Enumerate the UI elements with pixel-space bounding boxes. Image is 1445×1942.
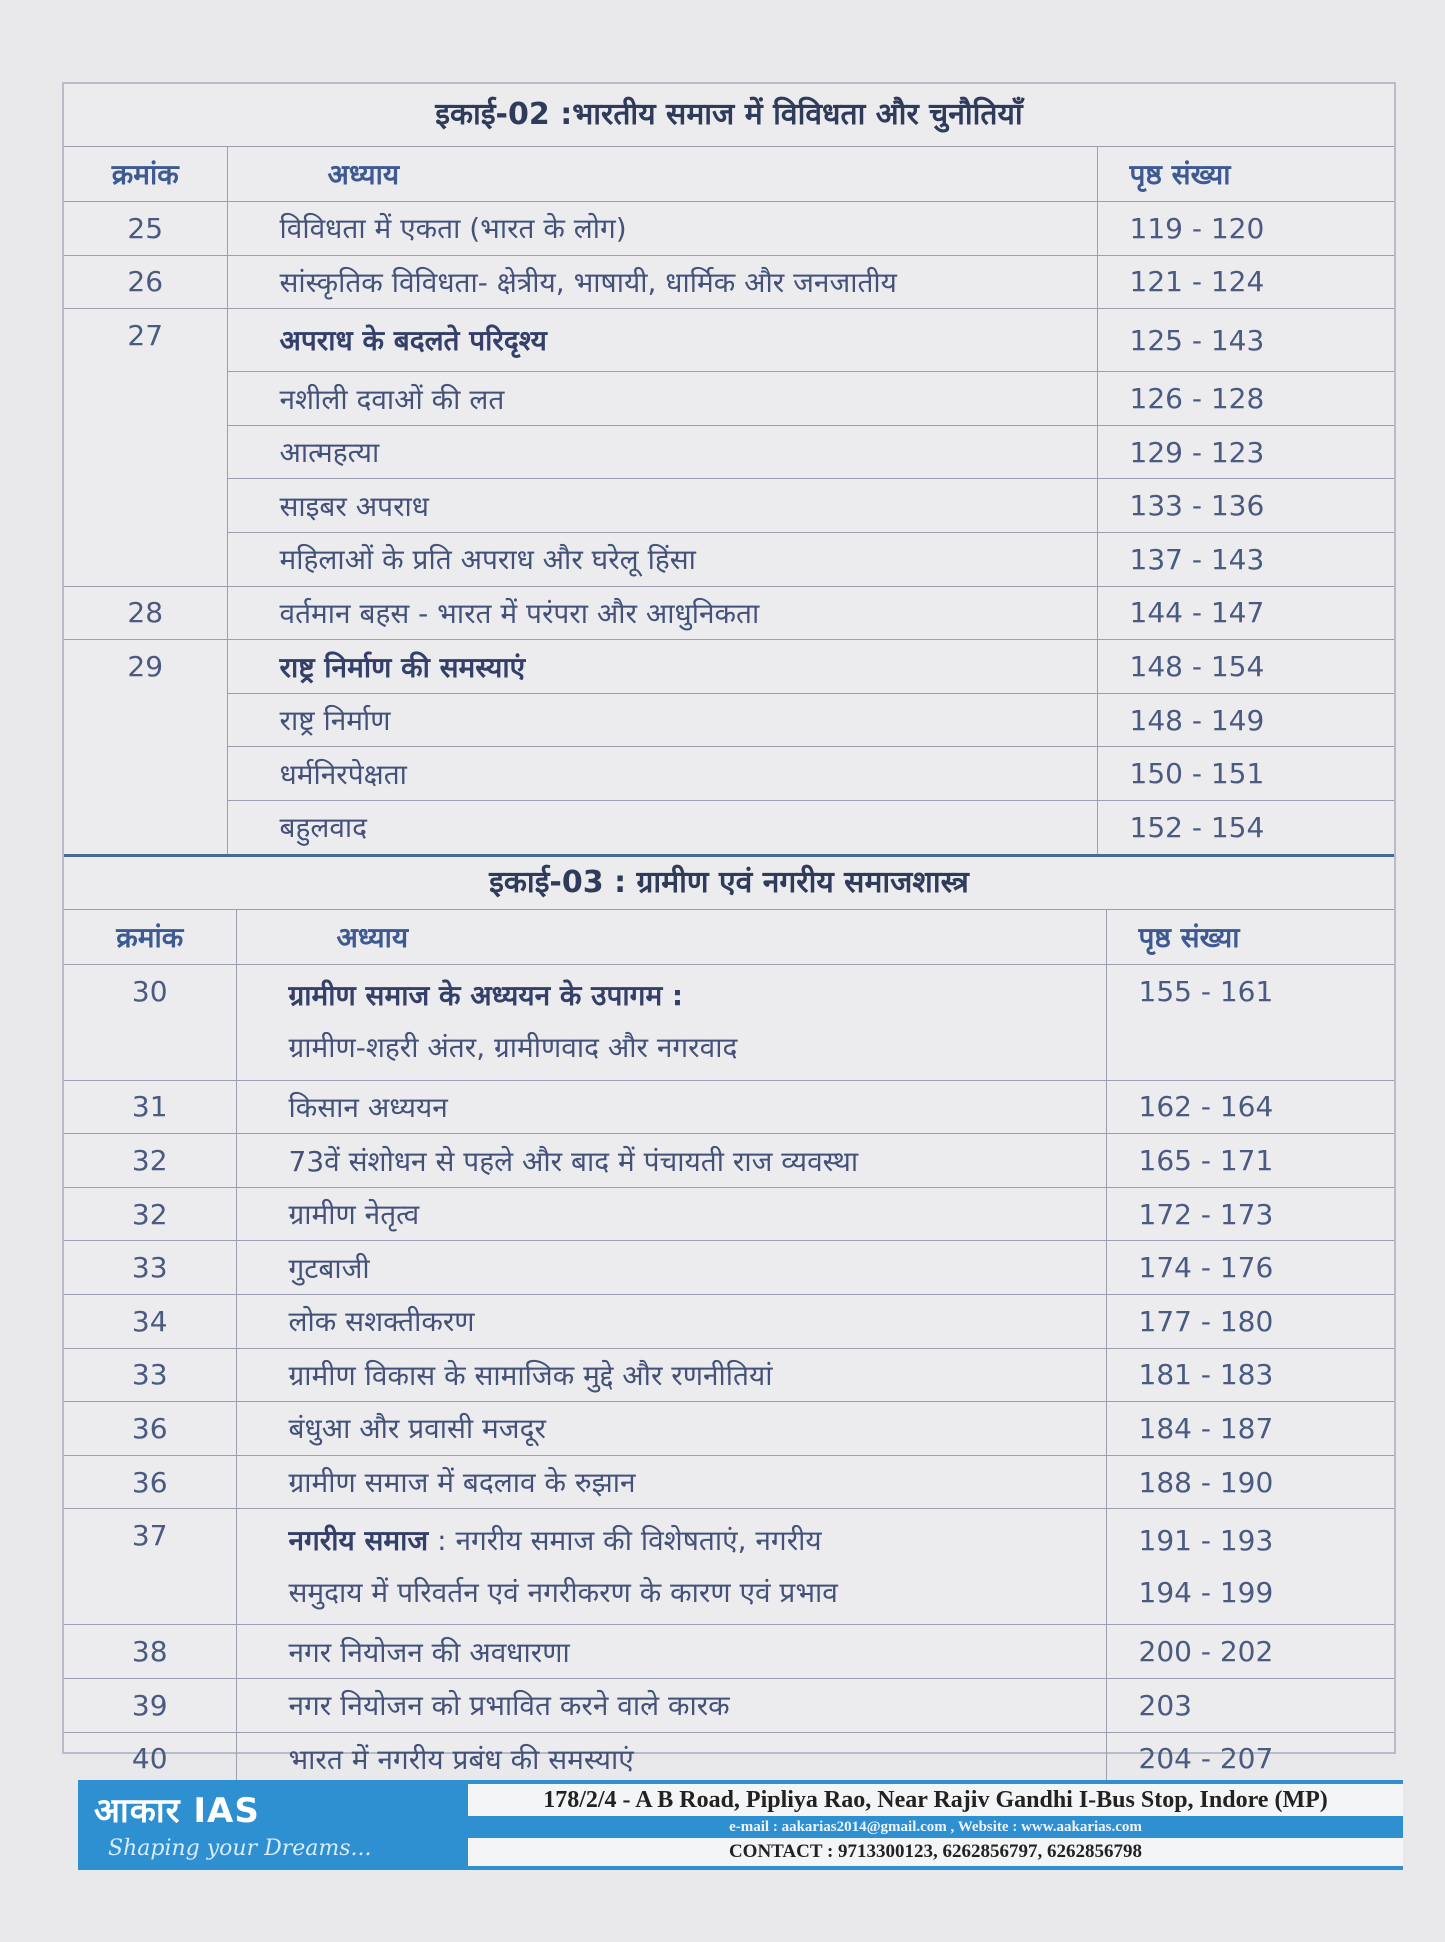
- address-line: 178/2/4 - A B Road, Pipliya Rao, Near Rajiv Gandhi I-Bus Stop, Indore (MP): [468, 1784, 1403, 1816]
- table-row: [64, 1348, 1394, 1402]
- pages-second: 194 - 199: [1138, 1575, 1274, 1609]
- row-serial: 36: [64, 1455, 236, 1509]
- table-row: [64, 586, 1394, 640]
- row-pages: 125 - 143: [1097, 309, 1394, 372]
- table-row: [64, 1625, 1394, 1679]
- brand-name: आकार IAS: [94, 1791, 260, 1831]
- row-serial: 33: [64, 1348, 236, 1402]
- brand-block: [78, 1780, 468, 1870]
- table-row: [64, 801, 1394, 854]
- table-row: [64, 479, 1394, 533]
- row-serial: [64, 372, 227, 426]
- row-pages: 148 - 154: [1097, 640, 1394, 694]
- header-serial: क्रमांक: [64, 147, 227, 202]
- row-chapter: गुटबाजी: [236, 1241, 1106, 1295]
- row-chapter: धर्मनिरपेक्षता: [227, 747, 1097, 801]
- row-chapter: वर्तमान बहस - भारत में परंपरा और आधुनिकता: [227, 586, 1097, 640]
- row-chapter: [236, 1509, 1106, 1625]
- row-serial: 36: [64, 1402, 236, 1456]
- unit-03-title: इकाई-03 : ग्रामीण एवं नगरीय समाजशास्त्र: [489, 864, 969, 900]
- table-row: [64, 533, 1394, 587]
- row-chapter: किसान अध्ययन: [236, 1080, 1106, 1134]
- table-row: [64, 640, 1394, 694]
- row-pages: 188 - 190: [1106, 1455, 1394, 1509]
- table-row: [64, 1402, 1394, 1456]
- row-chapter: विविधता में एकता (भारत के लोग): [227, 202, 1097, 256]
- table-row: [64, 693, 1394, 747]
- row-chapter: राष्ट्र निर्माण की समस्याएं: [227, 640, 1097, 694]
- row-pages: 133 - 136: [1097, 479, 1394, 533]
- row-chapter: सांस्कृतिक विविधता- क्षेत्रीय, भाषायी, धार्मिक और जनजातीय: [227, 255, 1097, 309]
- row-pages: 119 - 120: [1097, 202, 1394, 256]
- row-serial: 39: [64, 1678, 236, 1732]
- table-row: [64, 1455, 1394, 1509]
- row-pages: [1106, 1509, 1394, 1625]
- row-serial: 32: [64, 1187, 236, 1241]
- row-pages: 172 - 173: [1106, 1187, 1394, 1241]
- table-row: [64, 964, 1394, 1080]
- row-chapter: ग्रामीण नेतृत्व: [236, 1187, 1106, 1241]
- header-serial: क्रमांक: [64, 909, 236, 964]
- row-chapter: राष्ट्र निर्माण: [227, 693, 1097, 747]
- row-serial: [64, 801, 227, 854]
- row-serial: 26: [64, 255, 227, 309]
- row-serial: 25: [64, 202, 227, 256]
- row-chapter: नगर नियोजन की अवधारणा: [236, 1625, 1106, 1679]
- row-serial: 37: [64, 1509, 236, 1625]
- unit-02-title: इकाई-02 :भारतीय समाज में विविधता और चुनौतियाँ: [435, 97, 1023, 132]
- row-serial: [64, 533, 227, 587]
- table-row: [64, 1678, 1394, 1732]
- table-row: [64, 1187, 1394, 1241]
- row-serial: 31: [64, 1080, 236, 1134]
- row-serial: 40: [64, 1732, 236, 1785]
- publisher-footer: [78, 1780, 1403, 1870]
- row-chapter: महिलाओं के प्रति अपराध और घरेलू हिंसा: [227, 533, 1097, 587]
- unit-02-table: [64, 146, 1394, 854]
- row-chapter: बंधुआ और प्रवासी मजदूर: [236, 1402, 1106, 1456]
- row-pages: 121 - 124: [1097, 255, 1394, 309]
- row-chapter: साइबर अपराध: [227, 479, 1097, 533]
- row-serial: 30: [64, 964, 236, 1080]
- row-pages: 129 - 123: [1097, 425, 1394, 479]
- table-row: [64, 425, 1394, 479]
- table-row: [64, 1732, 1394, 1785]
- table-row: [64, 372, 1394, 426]
- row-serial: 34: [64, 1295, 236, 1349]
- row-serial: [64, 747, 227, 801]
- row-serial: 29: [64, 640, 227, 694]
- table-row: [64, 747, 1394, 801]
- row-pages: 184 - 187: [1106, 1402, 1394, 1456]
- table-row: [64, 1509, 1394, 1625]
- row-pages: 148 - 149: [1097, 693, 1394, 747]
- row-serial: 32: [64, 1134, 236, 1188]
- row-serial: 28: [64, 586, 227, 640]
- row-pages: 155 - 161: [1106, 964, 1394, 1080]
- row-serial: [64, 693, 227, 747]
- row-pages: 203: [1106, 1678, 1394, 1732]
- table-row: [64, 255, 1394, 309]
- row-chapter: ग्रामीण समाज में बदलाव के रुझान: [236, 1455, 1106, 1509]
- row-serial: 27: [64, 309, 227, 372]
- row-chapter: लोक सशक्तीकरण: [236, 1295, 1106, 1349]
- row-pages: 162 - 164: [1106, 1080, 1394, 1134]
- row-chapter: आत्महत्या: [227, 425, 1097, 479]
- header-pages: पृष्ठ संख्या: [1106, 909, 1394, 964]
- row-chapter: नशीली दवाओं की लत: [227, 372, 1097, 426]
- row-chapter: ग्रामीण विकास के सामाजिक मुद्दे और रणनीतियां: [236, 1348, 1106, 1402]
- row-chapter: अपराध के बदलते परिदृश्य: [227, 309, 1097, 372]
- table-row: [64, 1295, 1394, 1349]
- row-chapter: बहुलवाद: [227, 801, 1097, 854]
- row-pages: 174 - 176: [1106, 1241, 1394, 1295]
- row-pages: 137 - 143: [1097, 533, 1394, 587]
- row-chapter: [236, 964, 1106, 1080]
- table-row: [64, 309, 1394, 372]
- chapter-subline: समुदाय में परिवर्तन एवं नगरीकरण के कारण एवं प्रभाव: [288, 1575, 838, 1609]
- chapter-subline: ग्रामीण-शहरी अंतर, ग्रामीणवाद और नगरवाद: [288, 1031, 738, 1065]
- row-serial: 38: [64, 1625, 236, 1679]
- row-serial: [64, 425, 227, 479]
- header-chapter: अध्याय: [227, 147, 1097, 202]
- table-row: [64, 1080, 1394, 1134]
- chapter-heading: नगरीय समाज: [288, 1523, 429, 1557]
- row-pages: 150 - 151: [1097, 747, 1394, 801]
- row-pages: 152 - 154: [1129, 810, 1265, 844]
- header-pages: पृष्ठ संख्या: [1097, 147, 1394, 202]
- row-chapter: भारत में नगरीय प्रबंध की समस्याएं: [236, 1732, 1106, 1785]
- row-serial: 33: [64, 1241, 236, 1295]
- row-pages: 204 - 207: [1138, 1742, 1274, 1776]
- row-serial: [64, 479, 227, 533]
- chapter-heading-rest: : नगरीय समाज की विशेषताएं, नगरीय: [428, 1523, 822, 1557]
- row-chapter: 73वें संशोधन से पहले और बाद में पंचायती राज व्यवस्था: [236, 1134, 1106, 1188]
- row-pages: 144 - 147: [1097, 586, 1394, 640]
- row-pages: 126 - 128: [1097, 372, 1394, 426]
- table-row: [64, 1134, 1394, 1188]
- chapter-heading: ग्रामीण समाज के अध्ययन के उपागम :: [288, 979, 684, 1013]
- contact-line: CONTACT : 9713300123, 6262856797, 6262856798: [468, 1838, 1403, 1866]
- table-row: [64, 1241, 1394, 1295]
- row-pages: 181 - 183: [1106, 1348, 1394, 1402]
- pages-first: 191 - 193: [1138, 1523, 1274, 1557]
- header-chapter: अध्याय: [236, 909, 1106, 964]
- table-row: [64, 202, 1394, 256]
- row-chapter: नगर नियोजन को प्रभावित करने वाले कारक: [236, 1678, 1106, 1732]
- email-website-line: e-mail : aakarias2014@gmail.com , Website : www.aakarias.com: [729, 1819, 1142, 1835]
- row-pages: 200 - 202: [1106, 1625, 1394, 1679]
- unit-03-table: [64, 909, 1394, 1786]
- brand-tagline: Shaping your Dreams...: [108, 1836, 372, 1861]
- contents-page: [62, 82, 1396, 1776]
- row-pages: 177 - 180: [1106, 1295, 1394, 1349]
- row-pages: 165 - 171: [1106, 1134, 1394, 1188]
